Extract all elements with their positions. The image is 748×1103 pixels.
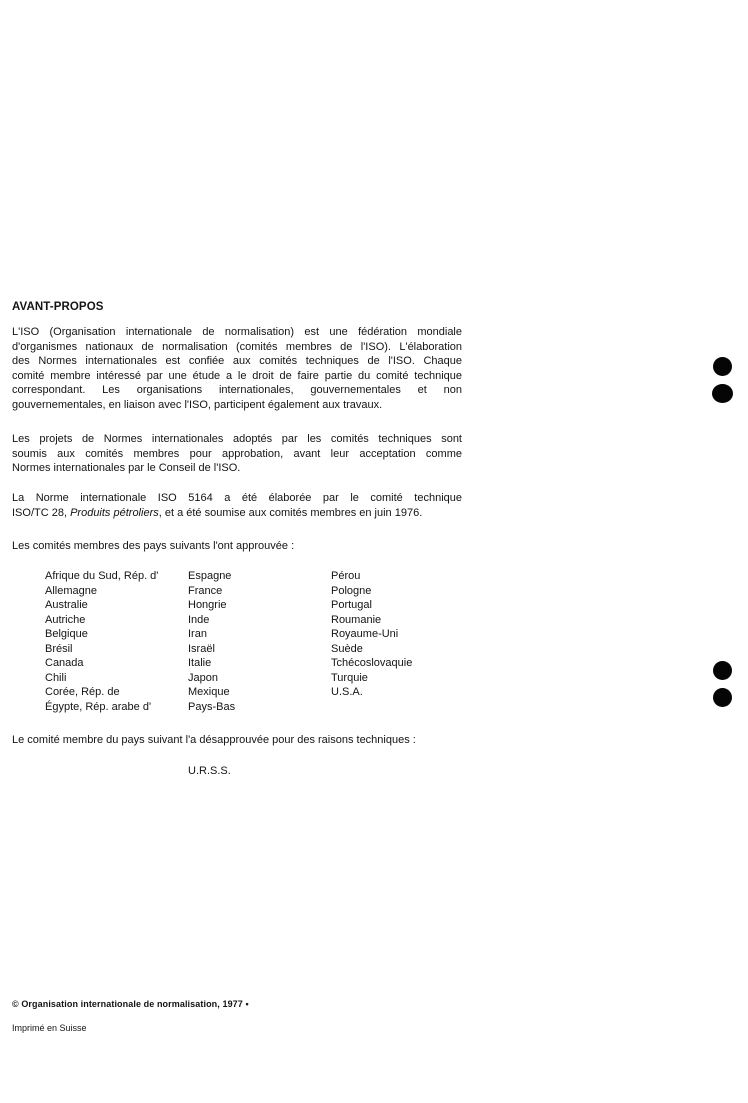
binder-hole-icon	[713, 661, 732, 680]
country-item: Autriche	[45, 613, 86, 626]
country-item: Canada	[45, 657, 84, 669]
country-item: Israël	[188, 642, 215, 655]
committee-title: Produits pétroliers	[70, 506, 159, 519]
paragraph-drafts	[12, 432, 462, 476]
text-line: comité membre intéressé par une étude a le droit de faire partie du comité technique	[12, 369, 462, 382]
country-item: Italie	[188, 657, 212, 669]
country-item: Hongrie	[188, 599, 227, 611]
country-item: France	[188, 584, 223, 597]
country-item: Chili	[45, 671, 67, 684]
text-fragment: , et a été soumise aux comités membres en juin 1976.	[158, 506, 423, 519]
country-item: U.S.A.	[331, 686, 363, 698]
country-item: Royaume-Uni	[331, 628, 399, 640]
country-item: Égypte, Rép. arabe d'	[45, 700, 152, 713]
text-line: d'organismes nationaux de normalisation (comités membres de l'ISO). L'élaboration	[12, 340, 462, 353]
country-item: Tchécoslovaquie	[331, 657, 413, 669]
text-line: Normes internationales par le Conseil de l'ISO.	[12, 462, 241, 474]
text-line: gouvernementales, en liaison avec l'ISO, participent également aux travaux.	[12, 398, 383, 411]
country-item: Suède	[331, 642, 363, 655]
country-item: Afrique du Sud, Rép. d'	[45, 570, 159, 582]
paragraph-iso-intro	[12, 325, 462, 412]
text-line: correspondant. Les organisations internationales, gouvernementales et non	[12, 384, 462, 396]
country-item: Mexique	[188, 686, 230, 698]
disapproving-country: U.R.S.S.	[188, 765, 231, 777]
country-item: Pologne	[331, 584, 372, 597]
paragraph-standard-info	[12, 491, 462, 520]
text-line: des Normes internationales est confiée aux comités techniques de l'ISO. Chaque	[12, 355, 462, 367]
country-item: Australie	[45, 599, 88, 611]
disapproval-intro: Le comité membre du pays suivant l'a désapprouvée pour des raisons techniques :	[12, 734, 416, 746]
approving-countries-column-2	[188, 569, 235, 714]
approving-countries-column-3	[331, 569, 412, 700]
country-item: Belgique	[45, 628, 88, 640]
approval-intro: Les comités membres des pays suivants l'ont approuvée :	[12, 540, 295, 552]
country-item: Japon	[188, 671, 218, 684]
approving-countries-column-1	[45, 569, 158, 714]
text-line: soumis aux comités membres pour approbation, avant leur acceptation comme	[12, 447, 462, 460]
printed-in-notice: Imprimé en Suisse	[12, 1023, 87, 1033]
copyright-notice: © Organisation internationale de normalisation, 1977 •	[12, 999, 249, 1009]
country-item: Iran	[188, 628, 207, 640]
country-item: Pays-Bas	[188, 700, 236, 713]
binder-hole-icon	[713, 357, 732, 376]
text-line: Les projets de Normes internationales adoptés par les comités techniques sont	[12, 433, 462, 445]
country-item: Roumanie	[331, 613, 382, 626]
country-item: Portugal	[331, 599, 372, 611]
country-item: Espagne	[188, 570, 232, 582]
section-heading: AVANT-PROPOS	[12, 301, 104, 313]
binder-hole-icon	[712, 384, 733, 403]
text-line	[12, 506, 462, 521]
country-item: Allemagne	[45, 584, 97, 597]
country-item: Pérou	[331, 570, 361, 582]
country-item: Corée, Rép. de	[45, 686, 120, 698]
text-line: La Norme internationale ISO 5164 a été élaborée par le comité technique	[12, 492, 462, 504]
country-item: Inde	[188, 613, 210, 626]
text-line: L'ISO (Organisation internationale de normalisation) est une fédération mondiale	[12, 326, 462, 338]
text-fragment: ISO/TC 28,	[12, 506, 71, 519]
country-item: Brésil	[45, 642, 73, 655]
country-item: Turquie	[331, 671, 368, 684]
binder-hole-icon	[713, 688, 732, 707]
